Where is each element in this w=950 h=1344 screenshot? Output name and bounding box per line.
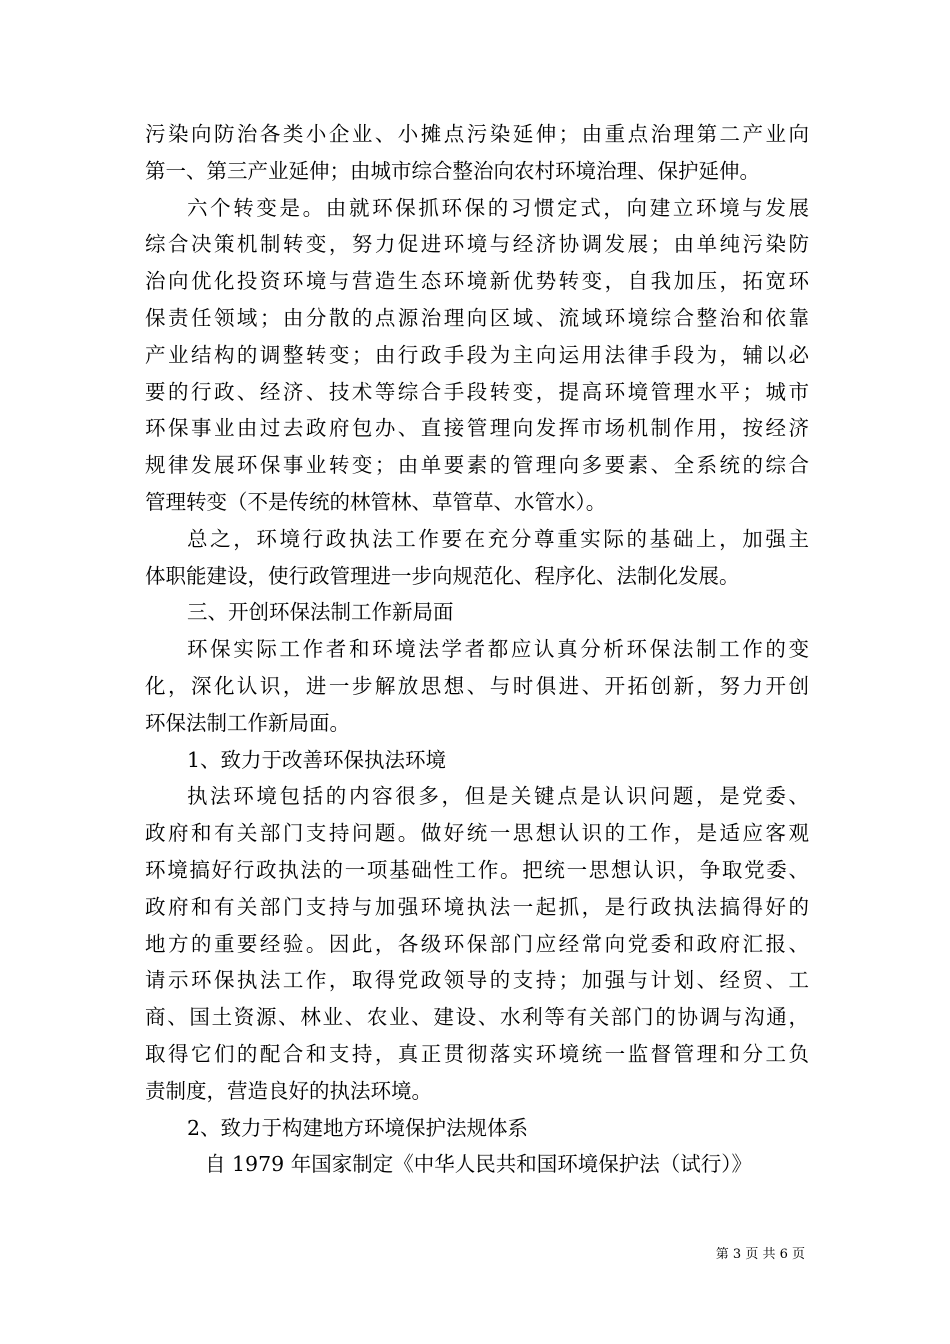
text-line: 自 1979 年国家制定《中华人民共和国环境保护法（试行）》 <box>205 1152 752 1177</box>
text-line: 总之，环境行政执法工作要在充分尊重实际的基础上，加强主 <box>187 526 809 551</box>
text-line: 商、国土资源、林业、农业、建设、水利等有关部门的协调与沟通， <box>145 1005 809 1030</box>
text-line: 第一、第三产业延伸；由城市综合整治向农村环境治理、保护延伸。 <box>145 158 760 183</box>
text-line: 责制度，营造良好的执法环境。 <box>145 1078 432 1103</box>
subsection-heading: 1、致力于改善环保执法环境 <box>187 747 447 772</box>
text-line: 请示环保执法工作，取得党政领导的支持；加强与计划、经贸、工 <box>145 968 809 993</box>
text-line: 综合决策机制转变，努力促进环境与经济协调发展；由单纯污染防 <box>145 232 809 257</box>
text-line: 六个转变是。由就环保抓环保的习惯定式，向建立环境与发展 <box>187 195 809 220</box>
text-line: 环保法制工作新局面。 <box>145 710 350 735</box>
text-line: 政府和有关部门支持问题。做好统一思想认识的工作，是适应客观 <box>145 821 809 846</box>
text-line: 化，深化认识，进一步解放思想、与时俱进、开拓创新，努力开创 <box>145 673 809 698</box>
page-number: 第 3 页 共 6 页 <box>715 1247 805 1262</box>
text-line: 污染向防治各类小企业、小摊点污染延伸；由重点治理第二产业向 <box>145 122 809 146</box>
text-line: 环保实际工作者和环境法学者都应认真分析环保法制工作的变 <box>187 637 809 662</box>
section-heading: 三、开创环保法制工作新局面 <box>187 600 454 625</box>
text-line: 产业结构的调整转变；由行政手段为主向运用法律手段为，辅以必 <box>145 342 809 367</box>
text-line: 规律发展环保事业转变；由单要素的管理向多要素、全系统的综合 <box>145 453 809 478</box>
text-line: 环境搞好行政执法的一项基础性工作。把统一思想认识，争取党委、 <box>145 857 809 882</box>
text-line: 执法环境包括的内容很多，但是关键点是认识问题，是党委、 <box>187 784 809 809</box>
text-line: 体职能建设，使行政管理进一步向规范化、程序化、法制化发展。 <box>145 563 740 588</box>
text-line: 取得它们的配合和支持，真正贯彻落实环境统一监督管理和分工负 <box>145 1041 809 1066</box>
text-line: 政府和有关部门支持与加强环境执法一起抓，是行政执法搞得好的 <box>145 894 809 919</box>
text-line: 地方的重要经验。因此，各级环保部门应经常向党委和政府汇报、 <box>145 931 809 956</box>
text-line: 治向优化投资环境与营造生态环境新优势转变，自我加压，拓宽环 <box>145 269 809 294</box>
text-line: 要的行政、经济、技术等综合手段转变，提高环境管理水平；城市 <box>145 379 809 404</box>
body-text <box>145 116 809 1183</box>
text-line: 环保事业由过去政府包办、直接管理向发挥市场机制作用，按经济 <box>145 416 809 441</box>
subsection-heading: 2、致力于构建地方环境保护法规体系 <box>187 1115 529 1140</box>
text-line: 保责任领域；由分散的点源治理向区域、流域环境综合整治和依靠 <box>145 305 809 330</box>
text-line: 管理转变（不是传统的林管林、草管草、水管水）。 <box>145 489 607 514</box>
